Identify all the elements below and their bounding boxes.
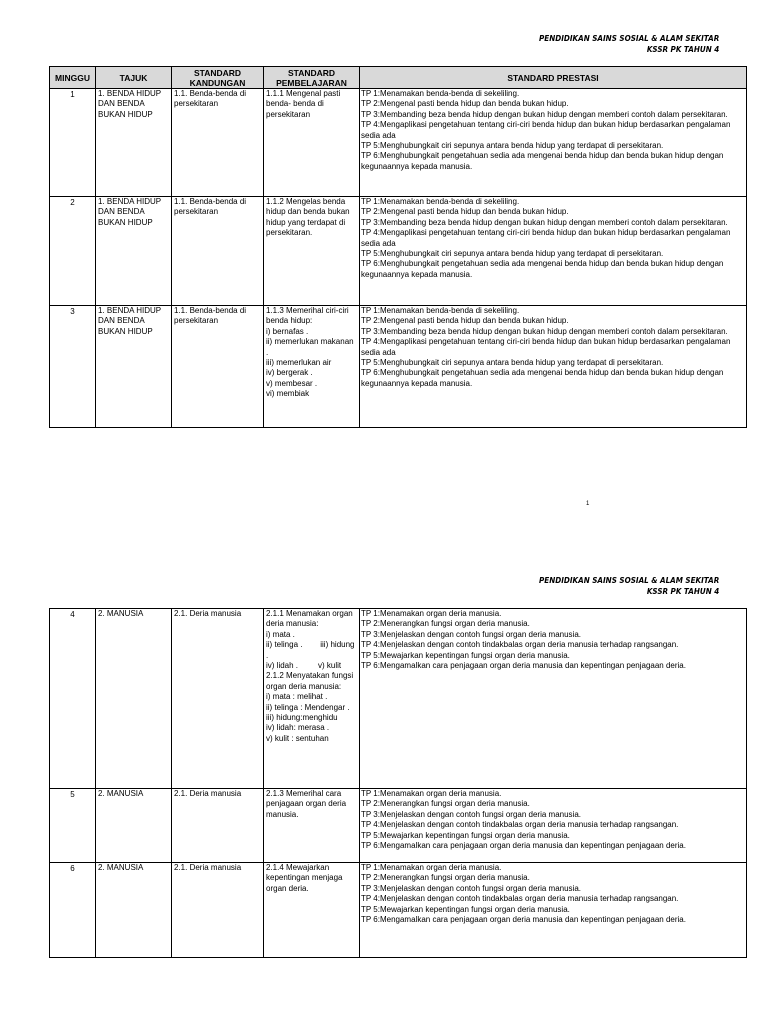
tp-line: TP 5:Mewajarkan kepentingan fungsi organ deria manusia. (361, 830, 570, 840)
tp-line: TP 3:Membanding beza benda hidup dengan bukan hidup dengan memberi contoh dalam persekitaran. (361, 326, 728, 336)
table-row (50, 609, 747, 789)
tp-line: TP 4:Menjelaskan dengan contoh tindakbalas organ deria manusia terhadap rangsangan. (361, 894, 679, 904)
cell-tajuk: 2. MANUSIA (96, 863, 172, 958)
tp-line: TP 1:Menamakan organ deria manusia. (361, 609, 502, 618)
tp-line: TP 5:Menghubungkait ciri sepunya antara benda hidup yang terdapat di persekitaran. (361, 249, 664, 259)
tp-line: TP 1:Menamakan benda-benda di sekeliling. (361, 197, 520, 206)
header-subtitle: KSSR PK TAHUN 4 (646, 45, 719, 54)
cell-minggu: 2 (50, 197, 96, 306)
table-header-row (50, 67, 747, 89)
tp-line: TP 3:Menjelaskan dengan contoh fungsi organ deria manusia. (361, 629, 581, 639)
page-header (539, 575, 719, 597)
cell-pembelajaran (264, 863, 360, 958)
cell-minggu: 3 (50, 306, 96, 428)
cell-prestasi (360, 863, 747, 958)
cell-kandungan: 1.1. Benda-benda di persekitaran (172, 89, 264, 197)
pembelajaran-text: 2.1.1 Menamakan organ deria manusia: i) mata . ii) telinga . iii) hidung . iv) lidah . v) kulit 2.1.2 Menyatakan fungsi organ deria manusia: i) mata : melihat . ii) telinga : Mendengar . iii) hidung:menghidu iv) lidah: merasa . v) kulit : sentuhan (266, 609, 355, 743)
cell-minggu: 1 (50, 89, 96, 197)
cell-pembelajaran (264, 789, 360, 863)
cell-kandungan: 2.1. Deria manusia (172, 789, 264, 863)
tp-line: TP 2:Mengenal pasti benda hidup dan benda bukan hidup. (361, 99, 569, 109)
tp-line: TP 3:Menjelaskan dengan contoh fungsi organ deria manusia. (361, 809, 581, 819)
cell-prestasi (360, 197, 747, 306)
tp-line: TP 4:Mengaplikasi pengetahuan tentang ciri-ciri benda hidup dan bukan hidup berdasarkan pengalaman sedia ada (361, 120, 733, 140)
tp-line: TP 3:Membanding beza benda hidup dengan bukan hidup dengan memberi contoh dalam persekitaran. (361, 217, 728, 227)
cell-prestasi (360, 609, 747, 789)
tp-line: TP 5:Menghubungkait ciri sepunya antara benda hidup yang terdapat di persekitaran. (361, 358, 664, 368)
tp-line: TP 4:Menjelaskan dengan contoh tindakbalas organ deria manusia terhadap rangsangan. (361, 640, 679, 650)
tp-line: TP 6:Mengamalkan cara penjagaan organ deria manusia dan kepentingan penjagaan deria. (361, 915, 686, 925)
cell-kandungan: 2.1. Deria manusia (172, 609, 264, 789)
tp-line: TP 5:Menghubungkait ciri sepunya antara benda hidup yang terdapat di persekitaran. (361, 141, 664, 151)
table-row (50, 863, 747, 958)
tp-line: TP 3:Membanding beza benda hidup dengan bukan hidup dengan memberi contoh dalam persekitaran. (361, 109, 728, 119)
pembelajaran-text: 2.1.3 Memerihal cara penjagaan organ deria manusia. (266, 789, 349, 819)
cell-minggu: 5 (50, 789, 96, 863)
page-number: 1 (586, 501, 590, 507)
tp-line: TP 3:Menjelaskan dengan contoh fungsi organ deria manusia. (361, 883, 581, 893)
table-row (50, 89, 747, 197)
tp-line: TP 6:Mengamalkan cara penjagaan organ deria manusia dan kepentingan penjagaan deria. (361, 661, 686, 671)
cell-kandungan: 2.1. Deria manusia (172, 863, 264, 958)
tp-line: TP 4:Mengaplikasi pengetahuan tentang ciri-ciri benda hidup dan bukan hidup berdasarkan pengalaman sedia ada (361, 228, 733, 248)
cell-pembelajaran (264, 197, 360, 306)
pembelajaran-text: 1.1.1 Mengenal pasti benda- benda di persekitaran (266, 89, 343, 119)
header-title: PENDIDIKAN SAINS SOSIAL & ALAM SEKITAR (538, 576, 719, 585)
document-page-2 (0, 530, 768, 1024)
tp-line: TP 4:Mengaplikasi pengetahuan tentang ciri-ciri benda hidup dan bukan hidup berdasarkan pengalaman sedia ada (361, 337, 733, 357)
lesson-plan-table (49, 66, 747, 428)
tp-line: TP 1:Menamakan benda-benda di sekeliling. (361, 306, 520, 315)
cell-tajuk: 2. MANUSIA (96, 609, 172, 789)
cell-pembelajaran (264, 609, 360, 789)
cell-tajuk: 1. BENDA HIDUP DAN BENDA BUKAN HIDUP (96, 306, 172, 428)
tp-line: TP 6:Menghubungkait pengetahuan sedia ada mengenai benda hidup dan benda bukan hidup dengan kegunaannya kepada manusia. (361, 259, 726, 279)
tp-line: TP 2:Mengenal pasti benda hidup dan benda bukan hidup. (361, 316, 569, 326)
col-header-tajuk: TAJUK (96, 67, 172, 89)
cell-tajuk: 2. MANUSIA (96, 789, 172, 863)
tp-line: TP 6:Menghubungkait pengetahuan sedia ada mengenai benda hidup dan benda bukan hidup dengan kegunaannya kepada manusia. (361, 151, 726, 171)
tp-line: TP 4:Menjelaskan dengan contoh tindakbalas organ deria manusia terhadap rangsangan. (361, 820, 679, 830)
tp-line: TP 5:Mewajarkan kepentingan fungsi organ deria manusia. (361, 904, 570, 914)
cell-minggu: 4 (50, 609, 96, 789)
cell-kandungan: 1.1. Benda-benda di persekitaran (172, 197, 264, 306)
cell-kandungan: 1.1. Benda-benda di persekitaran (172, 306, 264, 428)
col-header-kandungan: STANDARD KANDUNGAN (172, 67, 264, 89)
table-row (50, 306, 747, 428)
tp-line: TP 1:Menamakan organ deria manusia. (361, 863, 502, 872)
cell-tajuk: 1. BENDA HIDUP DAN BENDA BUKAN HIDUP (96, 197, 172, 306)
tp-line: TP 6:Menghubungkait pengetahuan sedia ada mengenai benda hidup dan benda bukan hidup dengan kegunaannya kepada manusia. (361, 368, 726, 388)
page-header (539, 33, 719, 55)
cell-prestasi (360, 789, 747, 863)
pembelajaran-text: 1.1.2 Mengelas benda hidup dan benda bukan hidup yang terdapat di persekitaran. (266, 197, 352, 238)
col-header-prestasi: STANDARD PRESTASI (360, 67, 747, 89)
pembelajaran-text: 1.1.3 Memerihal ciri-ciri benda hidup: i) bernafas . ii) memerlukan makanan . iii) memerlukan air iv) bergerak . v) membesar . vi) membiak (266, 306, 354, 399)
cell-tajuk: 1. BENDA HIDUP DAN BENDA BUKAN HIDUP (96, 89, 172, 197)
tp-line: TP 1:Menamakan benda-benda di sekeliling. (361, 89, 520, 98)
table-row (50, 789, 747, 863)
cell-prestasi (360, 89, 747, 197)
tp-line: TP 2:Menerangkan fungsi organ deria manusia. (361, 873, 530, 883)
cell-pembelajaran (264, 89, 360, 197)
col-header-pembelajaran: STANDARD PEMBELAJARAN (264, 67, 360, 89)
tp-line: TP 6:Mengamalkan cara penjagaan organ deria manusia dan kepentingan penjagaan deria. (361, 841, 686, 851)
tp-line: TP 1:Menamakan organ deria manusia. (361, 789, 502, 798)
tp-line: TP 5:Mewajarkan kepentingan fungsi organ deria manusia. (361, 650, 570, 660)
cell-pembelajaran (264, 306, 360, 428)
header-title: PENDIDIKAN SAINS SOSIAL & ALAM SEKITAR (538, 34, 719, 43)
table-row (50, 197, 747, 306)
col-header-minggu: MINGGU (50, 67, 96, 89)
lesson-plan-table-continued (49, 608, 747, 958)
cell-prestasi (360, 306, 747, 428)
tp-line: TP 2:Mengenal pasti benda hidup dan benda bukan hidup. (361, 207, 569, 217)
header-subtitle: KSSR PK TAHUN 4 (646, 587, 719, 596)
tp-line: TP 2:Menerangkan fungsi organ deria manusia. (361, 619, 530, 629)
pembelajaran-text: 2.1.4 Mewajarkan kepentingan menjaga organ deria. (266, 863, 345, 893)
tp-line: TP 2:Menerangkan fungsi organ deria manusia. (361, 799, 530, 809)
cell-minggu: 6 (50, 863, 96, 958)
